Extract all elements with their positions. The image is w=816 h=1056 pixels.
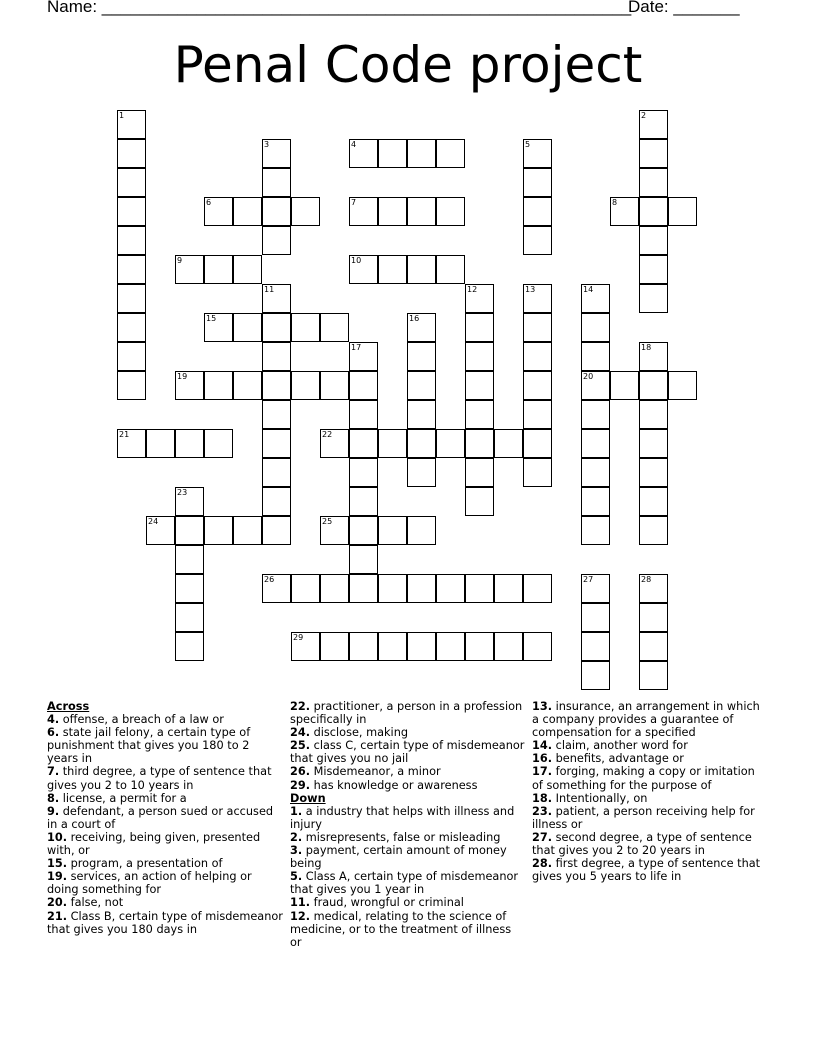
clue-text: misrepresents, false or misleading	[302, 830, 501, 844]
clue-item	[532, 831, 768, 857]
clue-item	[290, 805, 526, 831]
grid-cell[interactable]	[175, 429, 204, 458]
grid-cell[interactable]	[146, 516, 175, 545]
grid-cell[interactable]	[523, 284, 552, 313]
clue-item	[290, 844, 526, 870]
grid-cell[interactable]	[436, 429, 465, 458]
grid-cell[interactable]	[639, 487, 668, 516]
grid-cell[interactable]	[407, 574, 436, 603]
down-heading: Down	[290, 791, 326, 805]
clue-number-label: 7.	[47, 765, 60, 779]
clue-number: 5	[525, 140, 531, 149]
grid-cell[interactable]	[320, 516, 349, 545]
grid-cell[interactable]	[262, 139, 291, 168]
grid-cell[interactable]	[407, 516, 436, 545]
clue-text: defendant, a person sued or accused in a court of	[47, 804, 274, 831]
grid-cell[interactable]	[610, 197, 639, 226]
grid-cell[interactable]	[407, 400, 436, 429]
clue-number-label: 26.	[290, 765, 311, 779]
grid-cell[interactable]	[262, 371, 291, 400]
grid-cell[interactable]	[349, 516, 378, 545]
clue-item	[290, 910, 526, 949]
clue-number-label: 21.	[47, 909, 68, 923]
clue-text: license, a permit for a	[59, 791, 187, 805]
clue-item	[532, 700, 768, 739]
clue-text: Intentionally, on	[552, 791, 648, 805]
grid-cell[interactable]	[407, 139, 436, 168]
clue-number: 15	[206, 314, 217, 323]
clue-item	[47, 713, 283, 726]
clue-number-label: 2.	[290, 830, 303, 844]
grid-cell[interactable]	[523, 226, 552, 255]
clue-text: patient, a person receiving help for illness or	[532, 804, 755, 831]
grid-cell[interactable]	[349, 400, 378, 429]
clue-number: 20	[583, 372, 594, 381]
clue-number-label: 28.	[532, 857, 553, 871]
grid-cell[interactable]	[407, 197, 436, 226]
grid-cell[interactable]	[233, 313, 262, 342]
grid-cell[interactable]	[175, 603, 204, 632]
clue-item	[290, 700, 526, 726]
grid-cell[interactable]	[262, 458, 291, 487]
grid-cell[interactable]	[262, 226, 291, 255]
grid-cell[interactable]	[639, 139, 668, 168]
grid-cell[interactable]	[117, 284, 146, 313]
grid-cell[interactable]	[407, 342, 436, 371]
grid-cell[interactable]	[117, 371, 146, 400]
clue-number: 4	[351, 140, 357, 149]
clue-number: 25	[322, 517, 333, 526]
grid-cell[interactable]	[436, 255, 465, 284]
grid-cell[interactable]	[465, 313, 494, 342]
grid-cell[interactable]	[262, 516, 291, 545]
clue-item	[532, 792, 768, 805]
grid-cell[interactable]	[262, 168, 291, 197]
grid-cell[interactable]	[639, 458, 668, 487]
grid-cell[interactable]	[523, 632, 552, 661]
grid-cell[interactable]	[639, 400, 668, 429]
grid-cell[interactable]	[523, 197, 552, 226]
clue-number-label: 10.	[47, 830, 68, 844]
grid-cell[interactable]	[523, 400, 552, 429]
grid-cell[interactable]	[349, 429, 378, 458]
across-clue-list-continued	[290, 700, 526, 792]
clue-number: 13	[525, 285, 536, 294]
clue-text: practitioner, a person in a profession specifically in	[290, 700, 523, 727]
clue-text: medical, relating to the science of medicine, or to the treatment of illness or	[290, 909, 512, 949]
clue-number: 12	[467, 285, 478, 294]
clue-number-label: 20.	[47, 896, 68, 910]
clue-item	[47, 870, 283, 896]
grid-cell[interactable]	[262, 487, 291, 516]
name-field-label: Name: ________________________________________________________	[47, 0, 632, 16]
grid-cell[interactable]	[639, 371, 668, 400]
grid-cell[interactable]	[204, 429, 233, 458]
grid-cell[interactable]	[204, 313, 233, 342]
clue-text: second degree, a type of sentence that gives you 2 to 20 years in	[532, 830, 752, 858]
grid-cell[interactable]	[262, 574, 291, 603]
grid-cell[interactable]	[465, 632, 494, 661]
grid-cell[interactable]	[465, 574, 494, 603]
grid-cell[interactable]	[581, 458, 610, 487]
grid-cell[interactable]	[378, 574, 407, 603]
grid-cell[interactable]	[175, 255, 204, 284]
grid-cell[interactable]	[581, 603, 610, 632]
grid-cell[interactable]	[465, 342, 494, 371]
grid-cell[interactable]	[349, 197, 378, 226]
grid-cell[interactable]	[639, 574, 668, 603]
clue-item	[532, 752, 768, 765]
grid-cell[interactable]	[581, 574, 610, 603]
grid-cell[interactable]	[436, 197, 465, 226]
clue-text: insurance, an arrangement in which a company provides a guarantee of compensation for a specified	[532, 700, 760, 740]
grid-cell[interactable]	[233, 371, 262, 400]
clue-number-label: 1.	[290, 804, 303, 818]
page-title: Penal Code project	[173, 36, 643, 94]
clue-number-label: 14.	[532, 739, 553, 753]
clue-number: 16	[409, 314, 420, 323]
grid-cell[interactable]	[581, 342, 610, 371]
grid-cell[interactable]	[291, 574, 320, 603]
grid-cell[interactable]	[639, 226, 668, 255]
grid-cell[interactable]	[262, 284, 291, 313]
clue-number-label: 16.	[532, 752, 553, 766]
clue-text: receiving, being given, presented with, or	[47, 830, 261, 858]
grid-cell[interactable]	[523, 371, 552, 400]
grid-cell[interactable]	[204, 255, 233, 284]
grid-cell[interactable]	[407, 371, 436, 400]
clue-number-label: 8.	[47, 791, 60, 805]
clue-number-label: 17.	[532, 765, 553, 779]
clue-item	[290, 896, 526, 909]
clue-item	[290, 739, 526, 765]
down-clue-list-continued	[532, 700, 768, 883]
clue-text: Class B, certain type of misdemeanor that gives you 180 days in	[47, 909, 283, 936]
clue-text: Class A, certain type of misdemeanor that gives you 1 year in	[290, 870, 519, 897]
grid-cell[interactable]	[581, 516, 610, 545]
grid-cell[interactable]	[291, 197, 320, 226]
clue-text: a industry that helps with illness and injury	[290, 804, 515, 831]
grid-cell[interactable]	[639, 603, 668, 632]
clue-number: 21	[119, 430, 130, 439]
grid-cell[interactable]	[262, 313, 291, 342]
clue-number: 9	[177, 256, 183, 265]
clue-item	[290, 870, 526, 896]
grid-cell[interactable]	[320, 371, 349, 400]
clue-item	[47, 857, 283, 870]
grid-cell[interactable]	[378, 632, 407, 661]
grid-cell[interactable]	[581, 313, 610, 342]
clue-number: 23	[177, 488, 188, 497]
grid-cell[interactable]	[436, 574, 465, 603]
date-field-label: Date: _______	[628, 0, 740, 16]
clue-text: disclose, making	[310, 726, 409, 740]
grid-cell[interactable]	[349, 458, 378, 487]
clue-number: 8	[612, 198, 618, 207]
grid-cell[interactable]	[320, 632, 349, 661]
grid-cell[interactable]	[523, 168, 552, 197]
clue-number: 14	[583, 285, 594, 294]
grid-cell[interactable]	[639, 516, 668, 545]
grid-cell[interactable]	[668, 197, 697, 226]
clue-number-label: 11.	[290, 896, 311, 910]
grid-cell[interactable]	[407, 255, 436, 284]
clue-number-label: 29.	[290, 778, 311, 792]
clue-number: 24	[148, 517, 159, 526]
grid-cell[interactable]	[465, 487, 494, 516]
clue-number-label: 13.	[532, 700, 553, 713]
clue-number: 27	[583, 575, 594, 584]
clue-number: 17	[351, 343, 362, 352]
grid-cell[interactable]	[523, 342, 552, 371]
grid-cell[interactable]	[349, 632, 378, 661]
clue-number: 3	[264, 140, 270, 149]
grid-cell[interactable]	[407, 632, 436, 661]
clue-text: fraud, wrongful or criminal	[310, 896, 464, 910]
grid-cell[interactable]	[378, 139, 407, 168]
grid-cell[interactable]	[639, 168, 668, 197]
grid-cell[interactable]	[117, 429, 146, 458]
grid-cell[interactable]	[436, 139, 465, 168]
clue-number-label: 15.	[47, 857, 68, 871]
grid-cell[interactable]	[262, 342, 291, 371]
grid-cell[interactable]	[581, 429, 610, 458]
clue-item	[532, 765, 768, 791]
clue-number-label: 12.	[290, 909, 311, 923]
grid-cell[interactable]	[436, 632, 465, 661]
grid-cell[interactable]	[349, 574, 378, 603]
clues-column-3	[532, 700, 768, 883]
clue-item	[532, 805, 768, 831]
grid-cell[interactable]	[581, 632, 610, 661]
grid-cell[interactable]	[581, 371, 610, 400]
clue-text: offense, a breach of a law or	[59, 713, 224, 727]
grid-cell[interactable]	[175, 545, 204, 574]
grid-cell[interactable]	[494, 632, 523, 661]
clue-number: 6	[206, 198, 212, 207]
grid-cell[interactable]	[639, 429, 668, 458]
grid-cell[interactable]	[349, 342, 378, 371]
clue-text: class C, certain type of misdemeanor that gives you no jail	[290, 739, 525, 766]
grid-cell[interactable]	[175, 632, 204, 661]
grid-cell[interactable]	[639, 110, 668, 139]
clue-number: 28	[641, 575, 652, 584]
grid-cell[interactable]	[523, 458, 552, 487]
clue-number: 29	[293, 633, 304, 642]
grid-cell[interactable]	[407, 313, 436, 342]
clue-item	[47, 726, 283, 765]
grid-cell[interactable]	[262, 400, 291, 429]
clue-number: 10	[351, 256, 362, 265]
grid-cell[interactable]	[175, 371, 204, 400]
grid-cell[interactable]	[523, 429, 552, 458]
clue-item	[290, 726, 526, 739]
clue-item	[47, 831, 283, 857]
grid-cell[interactable]	[291, 313, 320, 342]
grid-cell[interactable]	[117, 110, 146, 139]
grid-cell[interactable]	[581, 487, 610, 516]
grid-cell[interactable]	[465, 371, 494, 400]
grid-cell[interactable]	[668, 371, 697, 400]
grid-cell[interactable]	[349, 487, 378, 516]
grid-cell[interactable]	[117, 168, 146, 197]
clue-number: 2	[641, 111, 647, 120]
grid-cell[interactable]	[204, 371, 233, 400]
grid-cell[interactable]	[639, 661, 668, 690]
clue-number: 1	[119, 111, 125, 120]
grid-cell[interactable]	[639, 342, 668, 371]
clue-text: forging, making a copy or imitation of something for the purpose of	[532, 765, 755, 792]
grid-cell[interactable]	[639, 284, 668, 313]
grid-cell[interactable]	[581, 661, 610, 690]
clue-item	[290, 779, 526, 792]
grid-cell[interactable]	[610, 371, 639, 400]
clue-item	[47, 792, 283, 805]
clue-number: 22	[322, 430, 333, 439]
clue-text: payment, certain amount of money being	[290, 844, 507, 871]
grid-cell[interactable]	[204, 516, 233, 545]
clue-text: third degree, a type of sentence that gives you 2 to 10 years in	[47, 765, 272, 792]
grid-cell[interactable]	[146, 429, 175, 458]
clue-number-label: 22.	[290, 700, 311, 713]
grid-cell[interactable]	[523, 574, 552, 603]
grid-cell[interactable]	[233, 516, 262, 545]
clue-text: benefits, advantage or	[552, 752, 684, 766]
grid-cell[interactable]	[349, 371, 378, 400]
grid-cell[interactable]	[117, 313, 146, 342]
clue-item	[532, 857, 768, 883]
across-clue-list	[47, 713, 283, 936]
grid-cell[interactable]	[581, 400, 610, 429]
grid-cell[interactable]	[291, 632, 320, 661]
clue-item	[47, 896, 283, 909]
grid-cell[interactable]	[407, 429, 436, 458]
clue-number-label: 23.	[532, 804, 553, 818]
grid-cell[interactable]	[320, 574, 349, 603]
clue-number-label: 6.	[47, 726, 60, 740]
clue-item	[532, 739, 768, 752]
clue-text: claim, another word for	[552, 739, 688, 753]
grid-cell[interactable]	[639, 197, 668, 226]
clues-column-1	[47, 700, 283, 936]
grid-cell[interactable]	[378, 255, 407, 284]
grid-cell[interactable]	[204, 197, 233, 226]
grid-cell[interactable]	[175, 516, 204, 545]
clue-number-label: 25.	[290, 739, 311, 753]
clue-number: 11	[264, 285, 275, 294]
clue-number: 19	[177, 372, 188, 381]
clue-number-label: 5.	[290, 870, 303, 884]
clue-number: 26	[264, 575, 275, 584]
across-heading: Across	[47, 700, 90, 713]
grid-cell[interactable]	[117, 255, 146, 284]
grid-cell[interactable]	[378, 429, 407, 458]
grid-cell[interactable]	[581, 284, 610, 313]
clue-item	[47, 765, 283, 791]
clue-number-label: 9.	[47, 804, 60, 818]
grid-cell[interactable]	[117, 226, 146, 255]
clue-text: state jail felony, a certain type of punishment that gives you 180 to 2 years in	[47, 726, 251, 766]
grid-cell[interactable]	[349, 545, 378, 574]
down-clue-list	[290, 805, 526, 949]
grid-cell[interactable]	[175, 574, 204, 603]
clue-item	[47, 910, 283, 936]
grid-cell[interactable]	[320, 313, 349, 342]
clue-text: has knowledge or awareness	[310, 778, 478, 792]
clue-number: 18	[641, 343, 652, 352]
grid-cell[interactable]	[349, 255, 378, 284]
clue-text: Misdemeanor, a minor	[310, 765, 441, 779]
grid-cell[interactable]	[465, 400, 494, 429]
clue-text: first degree, a type of sentence that gives you 5 years to life in	[532, 857, 761, 884]
clue-number-label: 3.	[290, 844, 303, 858]
clue-item	[47, 805, 283, 831]
clue-number-label: 24.	[290, 726, 311, 740]
grid-cell[interactable]	[262, 429, 291, 458]
clue-text: program, a presentation of	[67, 857, 223, 871]
grid-cell[interactable]	[233, 197, 262, 226]
grid-cell[interactable]	[349, 139, 378, 168]
clue-text: services, an action of helping or doing something for	[47, 870, 252, 897]
clues-column-2	[290, 700, 526, 949]
grid-cell[interactable]	[117, 342, 146, 371]
grid-cell[interactable]	[465, 429, 494, 458]
grid-cell[interactable]	[117, 139, 146, 168]
clue-number-label: 19.	[47, 870, 68, 884]
clue-item	[290, 765, 526, 778]
clue-text: false, not	[67, 896, 124, 910]
grid-cell[interactable]	[291, 371, 320, 400]
clue-number-label: 18.	[532, 791, 553, 805]
grid-cell[interactable]	[175, 487, 204, 516]
grid-cell[interactable]	[465, 458, 494, 487]
grid-cell[interactable]	[639, 255, 668, 284]
clue-number-label: 27.	[532, 830, 553, 844]
grid-cell[interactable]	[523, 313, 552, 342]
grid-cell[interactable]	[465, 284, 494, 313]
grid-cell[interactable]	[407, 458, 436, 487]
grid-cell[interactable]	[523, 139, 552, 168]
clue-number: 7	[351, 198, 357, 207]
grid-cell[interactable]	[639, 632, 668, 661]
grid-cell[interactable]	[262, 197, 291, 226]
grid-cell[interactable]	[233, 255, 262, 284]
grid-cell[interactable]	[117, 197, 146, 226]
grid-cell[interactable]	[494, 574, 523, 603]
clue-number-label: 4.	[47, 713, 60, 727]
grid-cell[interactable]	[378, 197, 407, 226]
grid-cell[interactable]	[494, 429, 523, 458]
grid-cell[interactable]	[320, 429, 349, 458]
grid-cell[interactable]	[378, 516, 407, 545]
clue-item	[290, 831, 526, 844]
